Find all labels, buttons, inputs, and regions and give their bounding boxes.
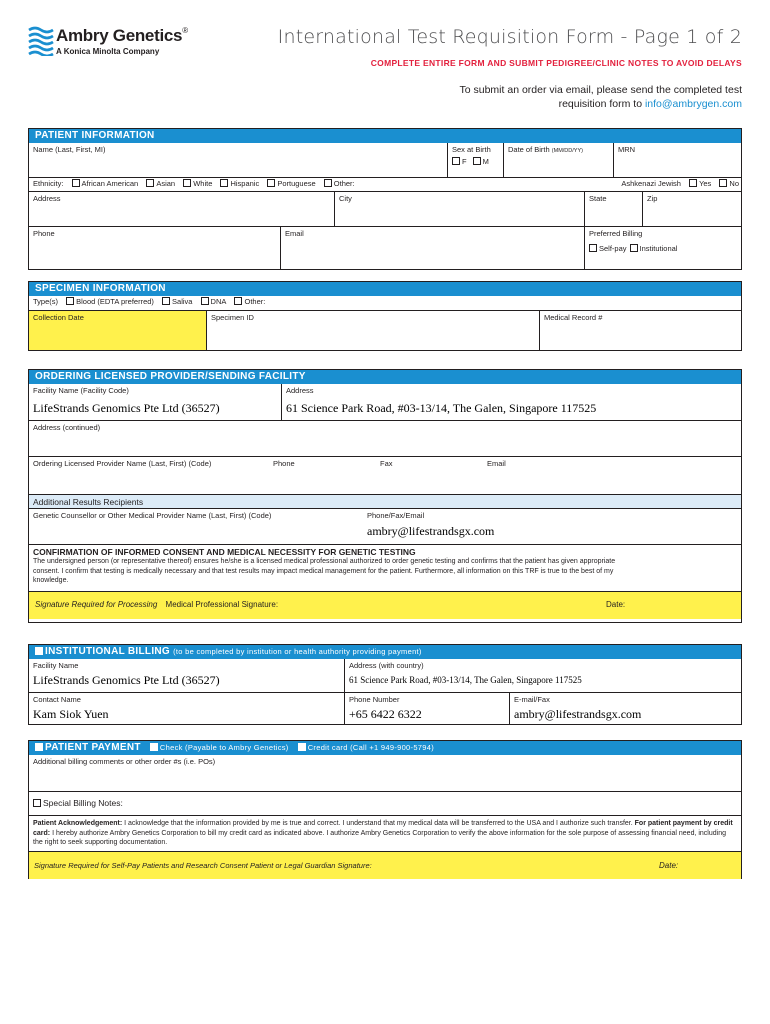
specimen-types-row: Type(s) Blood (EDTA preferred) Saliva DNA Other: bbox=[33, 297, 266, 306]
patient-name-row bbox=[29, 143, 741, 177]
medical-record-field[interactable]: Medical Record # bbox=[539, 311, 741, 350]
signature-required-label: Signature Required for Processing bbox=[35, 600, 158, 609]
consent-block bbox=[29, 544, 741, 591]
ethnicity-white-checkbox[interactable] bbox=[183, 179, 191, 187]
billing-self-pay-checkbox[interactable] bbox=[589, 244, 597, 252]
sex-m-checkbox[interactable] bbox=[473, 157, 481, 165]
patient-signature-date-label: Date: bbox=[659, 861, 679, 870]
ethnicity-portuguese-checkbox[interactable] bbox=[267, 179, 275, 187]
institution-email-field[interactable]: E-mail/Fax ambry@lifestrandsgx.com bbox=[509, 693, 741, 724]
patient-email-field[interactable]: Email bbox=[280, 227, 584, 269]
additional-recipients-heading: Additional Results Recipients bbox=[29, 494, 741, 508]
consent-text-3: knowledge. bbox=[33, 577, 69, 584]
patient-signature-row[interactable] bbox=[29, 851, 741, 879]
form-instruction: COMPLETE ENTIRE FORM AND SUBMIT PEDIGREE/CLINIC NOTES TO AVOID DELAYS bbox=[370, 58, 742, 68]
sex-f-checkbox[interactable] bbox=[452, 157, 460, 165]
specimen-other-checkbox[interactable] bbox=[234, 297, 242, 305]
payment-check-checkbox[interactable] bbox=[150, 743, 158, 751]
specimen-id-field[interactable]: Specimen ID bbox=[206, 311, 539, 350]
recipient-contact-field[interactable]: Phone/Fax/Email ambry@lifestrandsgx.com bbox=[363, 509, 741, 544]
ethnicity-african-american-checkbox[interactable] bbox=[72, 179, 80, 187]
medical-signature-date-label: Date: bbox=[606, 600, 626, 609]
specimen-types-label: Type(s) bbox=[33, 297, 59, 306]
institutional-billing-heading: INSTITUTIONAL BILLING (to be completed by institution or health authority providing payment) bbox=[29, 645, 741, 659]
institution-address-field[interactable]: Address (with country) 61 Science Park Road, #03-13/14, The Galen, Singapore 117525 bbox=[344, 659, 741, 692]
additional-recipient-row bbox=[29, 508, 741, 544]
address-continued-field[interactable]: Address (continued) bbox=[33, 423, 101, 432]
facility-row bbox=[29, 384, 741, 420]
institutional-billing-note: (to be completed by institution or health authority providing payment) bbox=[173, 647, 422, 656]
medical-signature-label: Medical Professional Signature: bbox=[165, 600, 279, 609]
institution-facility-row bbox=[29, 659, 741, 692]
patient-payment-section bbox=[28, 740, 742, 879]
institution-facility-value: LifeStrands Genomics Pte Ltd (36527) bbox=[33, 673, 220, 687]
counsellor-name-field[interactable]: Genetic Counsellor or Other Medical Provider Name (Last, First) (Code) bbox=[33, 511, 272, 520]
mrn-field[interactable]: MRN bbox=[613, 143, 741, 177]
institutional-billing-section bbox=[28, 644, 742, 725]
specimen-saliva-checkbox[interactable] bbox=[162, 297, 170, 305]
institution-address-value: 61 Science Park Road, #03-13/14, The Galen, Singapore 117525 bbox=[349, 675, 582, 685]
patient-signature-label: Signature Required for Self-Pay Patients and Research Consent Patient or Legal Guardian Signature: bbox=[34, 861, 372, 870]
ashkenazi-yes-checkbox[interactable] bbox=[689, 179, 697, 187]
special-billing-label: Special Billing Notes: bbox=[43, 798, 123, 808]
medical-signature-row[interactable] bbox=[29, 591, 741, 619]
patient-name-field[interactable]: Name (Last, First, MI) bbox=[33, 145, 106, 154]
provider-phone-field[interactable]: Phone bbox=[273, 459, 295, 468]
ordering-provider-row bbox=[29, 456, 741, 494]
institution-facility-field[interactable]: Facility Name LifeStrands Genomics Pte Ltd (36527) bbox=[29, 659, 344, 692]
institution-contact-value: Kam Siok Yuen bbox=[33, 707, 109, 721]
institution-email-value: ambry@lifestrandsgx.com bbox=[514, 707, 642, 721]
contact-row bbox=[29, 226, 741, 269]
consent-text-2: consent. I confirm that testing is medically necessary and that test results may impact medical management for the patient. Furthermore, all information on this TRF is true to the best of my bbox=[33, 567, 614, 575]
sex-at-birth-field: Sex at Birth F M bbox=[447, 143, 503, 177]
email-line-2: requisition form to bbox=[558, 98, 645, 110]
specimen-dna-checkbox[interactable] bbox=[201, 297, 209, 305]
ethnicity-label: Ethnicity: bbox=[33, 179, 64, 188]
ordering-provider-section bbox=[28, 369, 742, 623]
ordering-provider-name-field[interactable]: Ordering Licensed Provider Name (Last, First) (Code) bbox=[33, 459, 212, 468]
ordering-provider-heading: ORDERING LICENSED PROVIDER/SENDING FACILITY bbox=[29, 370, 741, 384]
billing-comments-row bbox=[29, 755, 741, 791]
collection-date-field[interactable]: Collection Date bbox=[29, 311, 206, 350]
facility-address-field[interactable]: Address 61 Science Park Road, #03-13/14, The Galen, Singapore 117525 bbox=[281, 384, 741, 420]
institution-phone-field[interactable]: Phone Number +65 6422 6322 bbox=[344, 693, 509, 724]
ashkenazi-label: Ashkenazi Jewish bbox=[621, 179, 681, 188]
ambry-waves-icon bbox=[28, 26, 54, 56]
facility-name-value: LifeStrands Genomics Pte Ltd (36527) bbox=[33, 401, 220, 415]
specimen-details-row bbox=[29, 310, 741, 350]
brand-tagline: A Konica Minolta Company bbox=[56, 47, 160, 56]
brand-logo bbox=[28, 24, 188, 60]
provider-email-field[interactable]: Email bbox=[487, 459, 506, 468]
special-billing-checkbox[interactable] bbox=[33, 799, 41, 807]
patient-phone-field[interactable]: Phone bbox=[33, 229, 55, 238]
preferred-billing-field: Preferred Billing Self-pay Institutional bbox=[584, 227, 741, 269]
patient-city-field[interactable]: City bbox=[334, 192, 584, 226]
provider-fax-field[interactable]: Fax bbox=[380, 459, 393, 468]
recipient-email-value: ambry@lifestrandsgx.com bbox=[367, 524, 495, 538]
address-continued-row bbox=[29, 420, 741, 456]
ashkenazi-no-checkbox[interactable] bbox=[719, 179, 727, 187]
patient-address-field[interactable]: Address bbox=[33, 194, 61, 203]
patient-state-field[interactable]: State bbox=[584, 192, 642, 226]
patient-zip-field[interactable]: Zip bbox=[642, 192, 741, 226]
patient-payment-checkbox[interactable] bbox=[35, 743, 43, 751]
email-instruction bbox=[422, 83, 742, 111]
page-title: International Test Requisition Form - Page 1 of 2 bbox=[277, 26, 742, 48]
institution-phone-value: +65 6422 6322 bbox=[349, 707, 422, 721]
date-of-birth-field[interactable]: Date of Birth (MM/DD/YY) bbox=[503, 143, 613, 177]
institution-contact-row bbox=[29, 692, 741, 724]
brand-registered: ® bbox=[182, 26, 189, 35]
specimen-information-heading: SPECIMEN INFORMATION bbox=[29, 282, 741, 296]
billing-comments-field[interactable]: Additional billing comments or other order #s (i.e. POs) bbox=[33, 757, 216, 766]
special-notes-row bbox=[29, 791, 741, 815]
brand-name: Ambry Genetics bbox=[56, 26, 183, 45]
acknowledgement-block bbox=[29, 815, 741, 851]
patient-information-section bbox=[28, 128, 742, 270]
institution-contact-field[interactable]: Contact Name Kam Siok Yuen bbox=[29, 693, 344, 724]
consent-text-1: The undersigned person (or representative thereof) ensures he/she is a licensed medical professional authorized to order genetic testing and confirms that the patient has given appropriate bbox=[33, 558, 616, 565]
ethnicity-asian-checkbox[interactable] bbox=[146, 179, 154, 187]
ethnicity-row: Ethnicity: African American Asian White Hispanic Portuguese Other: Ashkenazi Jewish Yes No bbox=[29, 177, 741, 191]
patient-payment-heading: PATIENT PAYMENT Check (Payable to Ambry Genetics) Credit card (Call +1 949-900-5794) bbox=[29, 741, 741, 755]
email-line-1: To submit an order via email, please send the completed test bbox=[459, 84, 742, 96]
address-row bbox=[29, 191, 741, 226]
ethnicity-hispanic-checkbox[interactable] bbox=[220, 179, 228, 187]
specimen-information-section bbox=[28, 281, 742, 351]
consent-heading: CONFIRMATION OF INFORMED CONSENT AND MEDICAL NECESSITY FOR GENETIC TESTING bbox=[33, 547, 416, 557]
facility-address-value: 61 Science Park Road, #03-13/14, The Galen, Singapore 117525 bbox=[286, 401, 597, 415]
submission-email-link[interactable]: info@ambrygen.com bbox=[644, 98, 742, 110]
specimen-blood-checkbox[interactable] bbox=[66, 297, 74, 305]
ethnicity-other-checkbox[interactable] bbox=[324, 179, 332, 187]
institutional-billing-checkbox[interactable] bbox=[35, 647, 43, 655]
billing-institutional-checkbox[interactable] bbox=[630, 244, 638, 252]
facility-name-field[interactable]: Facility Name (Facility Code) LifeStrands Genomics Pte Ltd (36527) bbox=[29, 384, 281, 420]
payment-credit-card-checkbox[interactable] bbox=[298, 743, 306, 751]
acknowledgement-text: Patient Acknowledgement: I acknowledge that the information provided by me is true and correct. I understand that my medical data will be transferred to the USA and I authorize such transfer. For patient payment by credit card: I hereby authorize Ambry Genetics Corporation to bill my credit card as indicated above. I authorize Ambry Genetics Corporation to verify the above information for the sole purpose of assessing financial need, including the right to seek supporting documentation. bbox=[33, 820, 733, 846]
patient-information-heading: PATIENT INFORMATION bbox=[29, 129, 741, 143]
